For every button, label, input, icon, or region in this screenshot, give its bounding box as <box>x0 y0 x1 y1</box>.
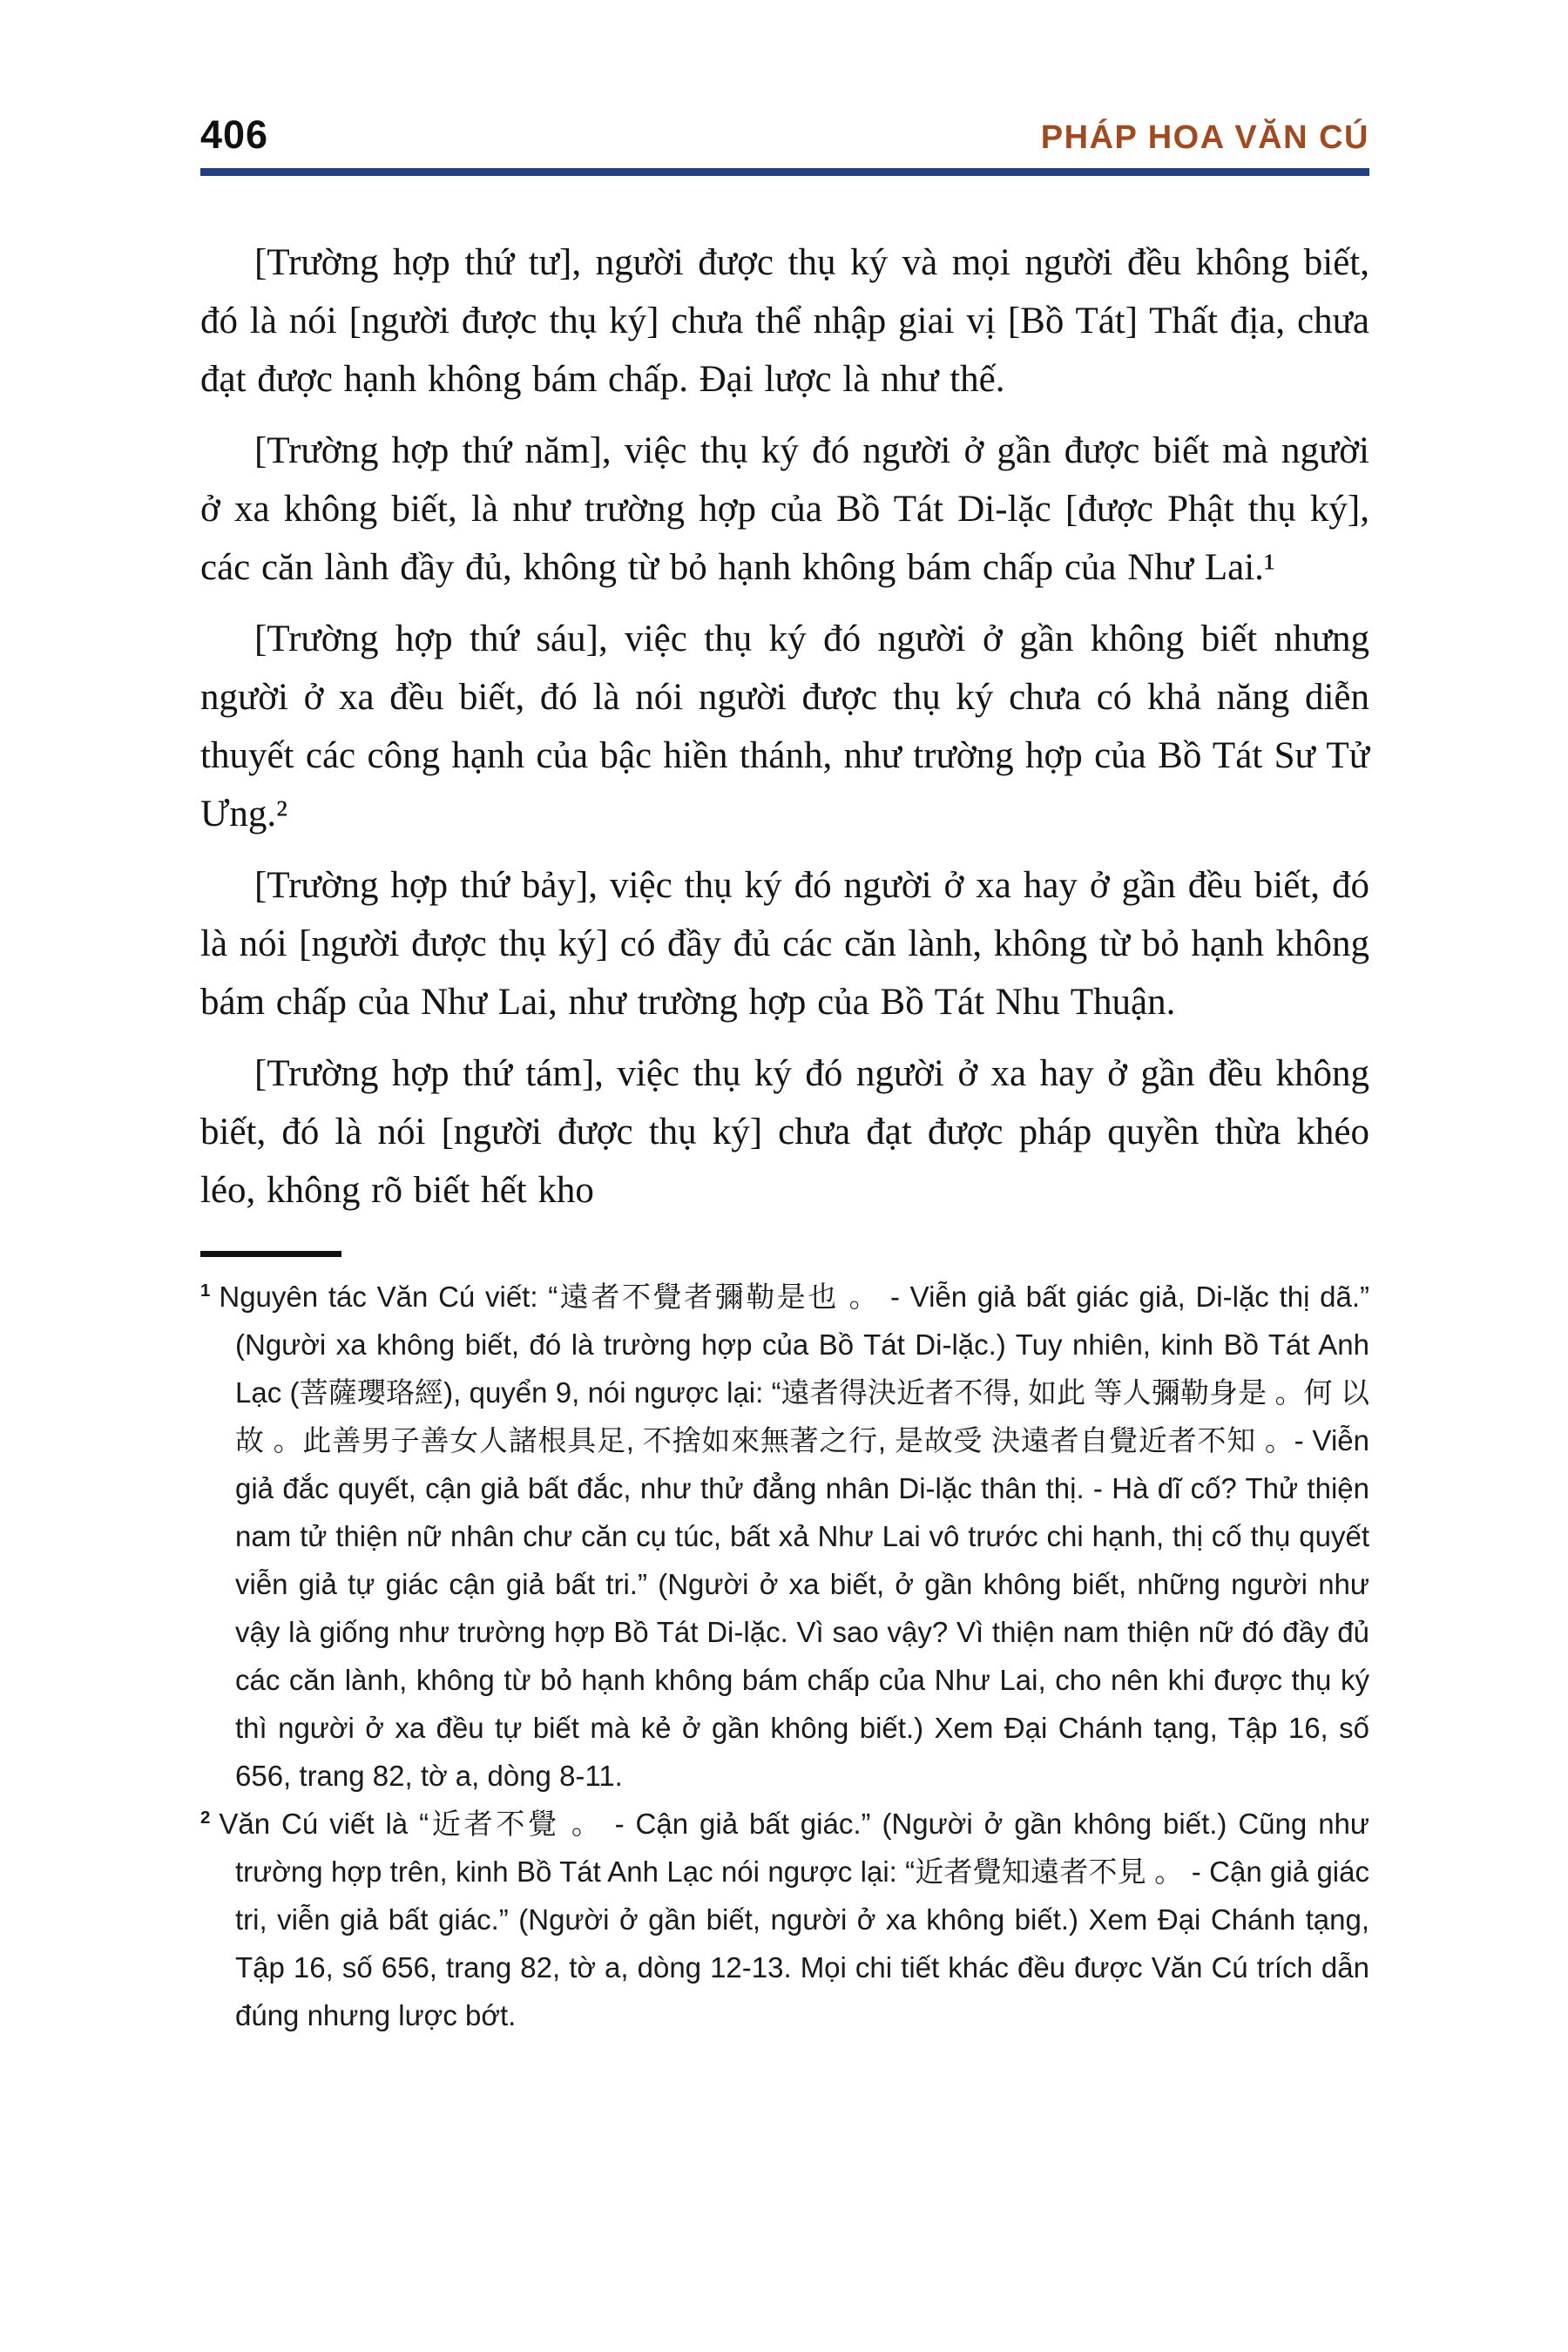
running-title: PHÁP HOA VĂN CÚ <box>1040 119 1369 156</box>
footnote-2 <box>200 1800 1369 2039</box>
footnotes-section <box>200 1273 1369 2039</box>
running-header <box>200 112 1369 157</box>
footnote-1-marker: 1 <box>200 1281 211 1301</box>
footnote-2-marker: 2 <box>200 1808 211 1828</box>
footnote-separator-rule <box>200 1251 341 1257</box>
page-content <box>200 0 1369 2039</box>
body-text <box>200 233 1369 1220</box>
footnote-2-text: Văn Cú viết là “近者不覺 。 - Cận giả bất giác.” (Người ở gần không biết.) Cũng như trường hợp trên, kinh Bồ Tát Anh Lạc nói ngược lại: “近者覺知遠者不見 。 - Cận giả giác tri, viễn giả bất giác.” (Người ở gần biết, người ở xa không biết.) Xem Đại Chánh tạng, Tập 16, số 656, trang 82, tờ a, dòng 12-13. Mọi chi tiết khác đều được Văn Cú trích dẫn đúng nhưng lược bớt. <box>219 1808 1369 2031</box>
page-number: 406 <box>200 112 269 157</box>
footnote-1 <box>200 1273 1369 1800</box>
paragraph-case-eight: [Trường hợp thứ tám], việc thụ ký đó người ở xa hay ở gần đều không biết, đó là nói [người được thụ ký] chưa đạt được pháp quyền thừa khéo léo, không rõ biết hết kho <box>200 1053 1369 1211</box>
paragraph-case-four: [Trường hợp thứ tư], người được thụ ký và mọi người đều không biết, đó là nói [người được thụ ký] chưa thể nhập giai vị [Bồ Tát] Thất địa, chưa đạt được hạnh không bám chấp. Đại lược là như thế. <box>200 242 1369 400</box>
header-rule <box>200 168 1369 176</box>
paragraph-case-six: [Trường hợp thứ sáu], việc thụ ký đó người ở gần không biết nhưng người ở xa đều biết, đó là nói người được thụ ký chưa có khả năng diễn thuyết các công hạnh của bậc hiền thánh, như trường hợp của Bồ Tát Sư Tử Ưng.² <box>200 618 1369 835</box>
footnote-1-text: Nguyên tác Văn Cú viết: “遠者不覺者彌勒是也 。 - Viễn giả bất giác giả, Di-lặc thị dã.” (Người xa không biết, đó là trường hợp của Bồ Tát Di-lặc.) Tuy nhiên, kinh Bồ Tát Anh Lạc (菩薩瓔珞經), quyển 9, nói ngược lại: “遠者得決近者不得, 如此 等人彌勒身是 。何 以 故 。此善男子善女人諸根具足, 不捨如來無著之行, 是故受 決遠者自覺近者不知 。- Viễn giả đắc quyết, cận giả bất đắc, như thử đẳng nhân Di-lặc thân thị. - Hà dĩ cố? Thử thiện nam tử thiện nữ nhân chư căn cụ túc, bất xả Như Lai vô trước chi hạnh, thị cố thụ quyết viễn giả tự giác cận giả bất tri.” (Người ở xa biết, ở gần không biết, những người như vậy là giống như trường hợp Bồ Tát Di-lặc. Vì sao vậy? Vì thiện nam thiện nữ đó đầy đủ các căn lành, không từ bỏ hạnh không bám chấp của Như Lai, cho nên khi được thụ ký thì người ở xa đều tự biết mà kẻ ở gần không biết.) Xem Đại Chánh tạng, Tập 16, số 656, trang 82, tờ a, dòng 8-11. <box>219 1281 1369 1792</box>
paragraph-case-seven: [Trường hợp thứ bảy], việc thụ ký đó người ở xa hay ở gần đều biết, đó là nói [người được thụ ký] có đầy đủ các căn lành, không từ bỏ hạnh không bám chấp của Như Lai, như trường hợp của Bồ Tát Nhu Thuận. <box>200 865 1369 1023</box>
paragraph-case-five: [Trường hợp thứ năm], việc thụ ký đó người ở gần được biết mà người ở xa không biết, là như trường hợp của Bồ Tát Di-lặc [được Phật thụ ký], các căn lành đầy đủ, không từ bỏ hạnh không bám chấp của Như Lai.¹ <box>200 430 1369 588</box>
